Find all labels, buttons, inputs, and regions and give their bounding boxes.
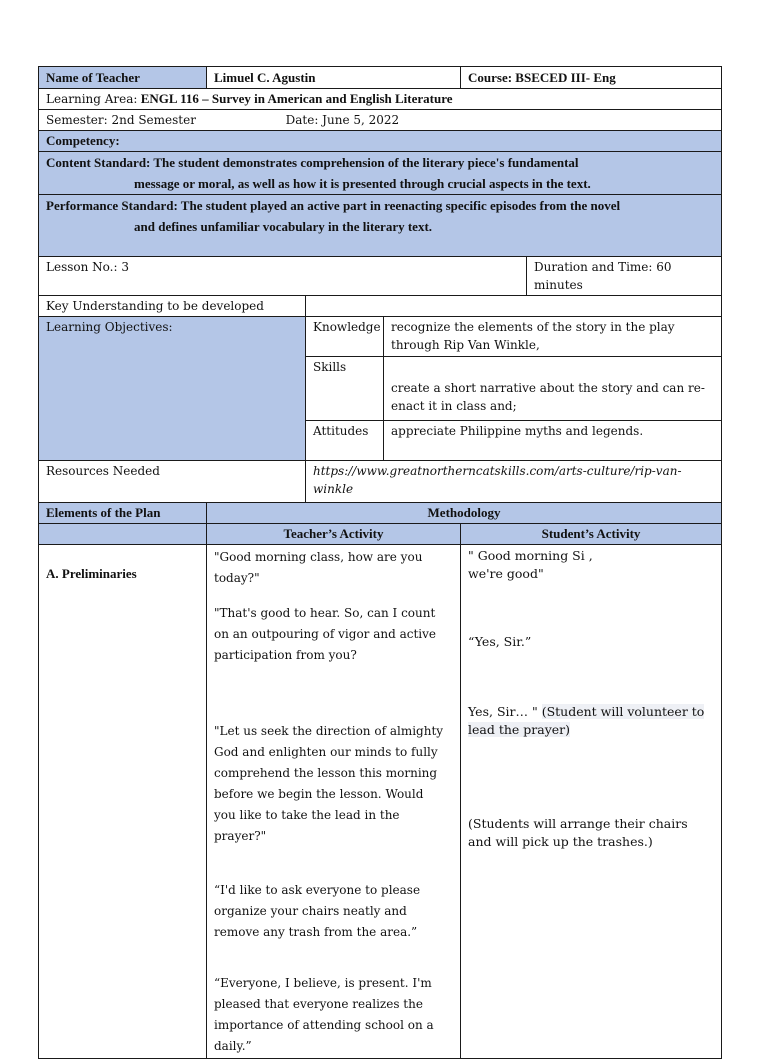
methodology-label: Methodology xyxy=(207,503,722,524)
lesson-plan-table xyxy=(38,66,722,1059)
student-prayer-note: (Student will volunteer to lead the prayer) xyxy=(468,704,705,737)
teacher-line-3: "Let us seek the direction of almighty God and enlighten our minds to fully comprehend the lesson this morning before we begin the lesson. Would you like to take the lead in the prayer?" xyxy=(214,724,444,843)
performance-standard-line2: and defines unfamiliar vocabulary in the literary text. xyxy=(134,219,433,234)
content-standard-label: Content Standard: xyxy=(46,155,151,170)
teacher-line-2: "That's good to hear. So, can I count on an outpouring of vigor and active participation from you? xyxy=(214,606,437,662)
student-yes-sir: Yes, Sir… " xyxy=(468,704,538,719)
attitudes-label: Attitudes xyxy=(306,421,384,461)
teacher-activity-column xyxy=(207,545,461,1059)
section-preliminaries: A. Preliminaries xyxy=(39,545,207,1059)
skills-label: Skills xyxy=(306,357,384,421)
lesson-number: Lesson No.: 3 xyxy=(39,257,527,296)
content-standard xyxy=(39,152,722,195)
student-line-2: we're good" xyxy=(468,566,544,581)
teacher-line-5: “Everyone, I believe, is present. I'm pleased that everyone realizes the importance of attending school on a daily.” xyxy=(214,976,434,1053)
learning-area-row xyxy=(39,89,722,110)
resources-link[interactable]: https://www.greatnortherncatskills.com/arts-culture/rip-van-winkle xyxy=(306,461,722,503)
knowledge-label: Knowledge xyxy=(306,317,384,357)
attitudes-text: appreciate Philippine myths and legends. xyxy=(384,421,722,461)
student-line-4 xyxy=(468,703,714,739)
resources-label: Resources Needed xyxy=(39,461,306,503)
semester-row xyxy=(39,110,722,131)
knowledge-text: recognize the elements of the story in the play through Rip Van Winkle, xyxy=(384,317,722,357)
date-text: Date: June 5, 2022 xyxy=(285,113,400,127)
content-standard-line2: message or moral, as well as how it is presented through crucial aspects in the text. xyxy=(134,176,591,191)
learning-objectives-label: Learning Objectives: xyxy=(39,317,306,461)
elements-of-plan-label: Elements of the Plan xyxy=(39,503,207,524)
skills-text: create a short narrative about the story and can re-enact it in class and; xyxy=(384,357,722,421)
student-line-5: (Students will arrange their chairs and will pick up the trashes.) xyxy=(468,816,688,849)
teacher-line-4: “I'd like to ask everyone to please organize your chairs neatly and remove any trash from the area.” xyxy=(214,883,421,939)
course-label: Course: BSECED III- Eng xyxy=(461,67,722,89)
competency-title: Competency: xyxy=(39,131,722,152)
learning-area-value: ENGL 116 – Survey in American and English Literature xyxy=(140,91,453,106)
performance-standard-line1: The student played an active part in reenacting specific episodes from the novel xyxy=(180,198,621,213)
duration-time: Duration and Time: 60 minutes xyxy=(527,257,722,296)
student-line-3: “Yes, Sir.” xyxy=(468,634,532,649)
teacher-line-1: "Good morning class, how are you today?" xyxy=(214,550,423,585)
teacher-name-value: Limuel C. Agustin xyxy=(207,67,461,89)
performance-standard-label: Performance Standard: xyxy=(46,198,178,213)
student-activity-label: Student’s Activity xyxy=(461,524,722,545)
teacher-activity-label: Teacher’s Activity xyxy=(207,524,461,545)
student-line-1: " Good morning Si , xyxy=(468,548,593,563)
key-understanding: Key Understanding to be developed xyxy=(39,296,306,317)
performance-standard xyxy=(39,195,722,257)
content-standard-line1: The student demonstrates comprehension of the literary piece's fundamental xyxy=(153,155,579,170)
student-activity-column xyxy=(461,545,722,1059)
semester-text: Semester: 2nd Semester xyxy=(46,113,196,127)
learning-area-label: Learning Area: xyxy=(46,92,138,106)
key-understanding-value xyxy=(306,296,722,317)
elements-blank xyxy=(39,524,207,545)
teacher-name-label: Name of Teacher xyxy=(39,67,207,89)
